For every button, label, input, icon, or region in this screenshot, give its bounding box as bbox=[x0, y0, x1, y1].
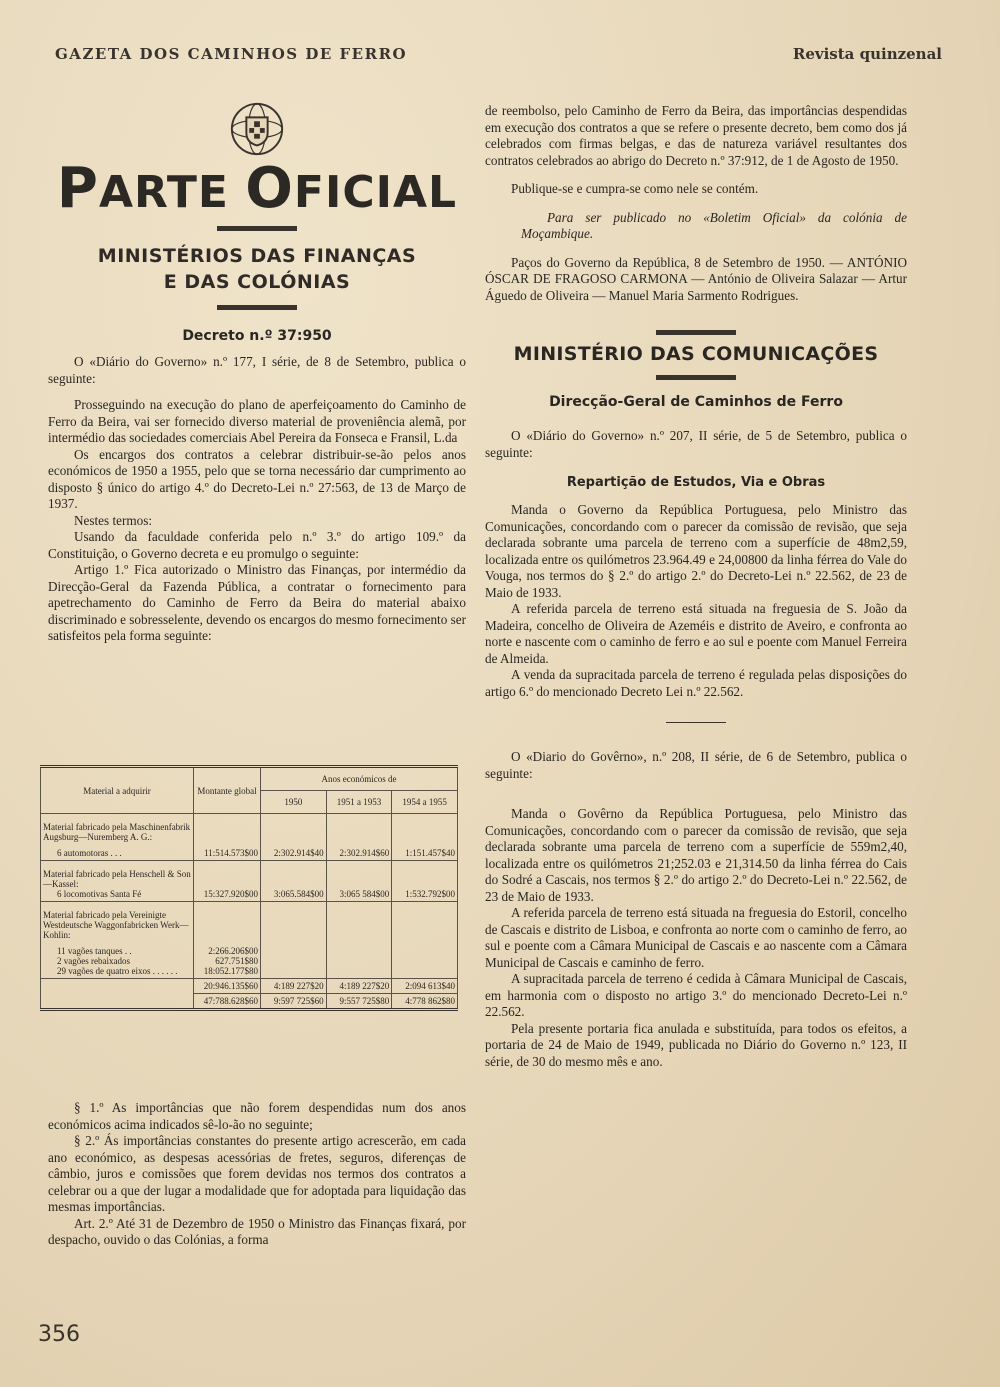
table-cell: Material fabricado pela Vereinigte Westdeutsche Waggonfabricken Werk—Kohlin: bbox=[43, 910, 189, 940]
table-cell: 6 locomotivas Santa Fé bbox=[57, 889, 142, 899]
table-cell: 11:514.573$00 bbox=[194, 814, 261, 861]
divider bbox=[666, 722, 726, 723]
paragraph: A referida parcela de terreno está situada na freguesia do Estoril, concelho de Cascais e distrito de Lisboa, e confronta ao norte com o caminho de ferro, ao sul e poente com a Câmara Municipal de Cascais e ao nascente com a Câmara Municipal de Cascais e caminho de ferro. bbox=[485, 905, 907, 970]
paragraph: Nestes termos: bbox=[74, 512, 153, 528]
signature-paragraph: Paços do Governo da República, 8 de Setembro de 1950. — ANTÓNIO ÓSCAR DE FRAGOSO CARMONA — António de Oliveira Salazar — Artur Águedo de Oliveira — Manuel Maria Sarmento Rodrigues. bbox=[485, 254, 907, 303]
paragraph: A referida parcela de terreno está situada na freguesia de S. João da Madeira, concelho de Oliveira de Azeméis e distrito de Aveiro, e confronta ao norte e nascente com o caminho de ferro e ao sul e poente com Manuel Ferreira de Almeida. bbox=[485, 601, 907, 666]
paragraph: O «Diario do Govêrno», n.º 208, II série, de 6 de Setembro, publica o seguinte: bbox=[485, 749, 907, 781]
table-header: 1951 a 1953 bbox=[326, 791, 392, 814]
ministry-heading: MINISTÉRIOS DAS FINANÇAS E DAS COLÓNIAS bbox=[97, 245, 417, 293]
table-row bbox=[41, 994, 458, 1010]
table-cell: 47:788.628$60 bbox=[194, 994, 261, 1010]
left-column bbox=[48, 100, 466, 645]
paragraph: Os encargos dos contratos a celebrar distribuir-se-ão pelos anos económicos de 1950 a 1955, pelo que se torna necessário dar cumprimento ao disposto § único do artigo 4.º do Decreto-Lei n.º 27:563, de 13 de Março de 1937. bbox=[48, 446, 466, 511]
table-cell: 11 vagões tanques . . bbox=[57, 946, 132, 956]
paragraph: Prosseguindo na execução do plano de aperfeiçoamento do Caminho de Ferro da Beira, vai ser fornecido diverso material de proveniência alemã, por intermédio das sociedades comerciais Abel Pereira da Fonseca e Fransil, L.da bbox=[48, 397, 466, 445]
table-row bbox=[41, 861, 458, 902]
italic-note: Para ser publicado no «Boletim Oficial» da colónia de Moçambique. bbox=[521, 209, 907, 241]
paragraph: O «Diário do Governo» n.º 207, II série, de 5 de Setembro, publica o seguinte: bbox=[485, 428, 907, 460]
paragraph: Artigo 1.º Fica autorizado o Ministro das Finanças, por intermédio da Direcção-Geral da Fazenda Pública, a contratar o fornecimento para apetrechamento do Caminho de Ferro da Beira do material abaixo discriminado e sobresselente, devendo os encargos do mesmo fornecimento ser satisfeitos pela forma seguinte: bbox=[48, 562, 466, 643]
table-cell: 1:532.792$00 bbox=[392, 861, 458, 902]
coat-of-arms-icon bbox=[228, 100, 286, 158]
table-cell: 9:557 725$80 bbox=[326, 994, 392, 1010]
table-cell: 1:151.457$40 bbox=[392, 814, 458, 861]
table-header: 1950 bbox=[261, 791, 327, 814]
paragraph: § 1.º As importâncias que não forem despendidas num dos anos económicos acima indicados sê-lo-ão no seguinte; bbox=[48, 1100, 466, 1132]
table-cell: 4:778 862$80 bbox=[392, 994, 458, 1010]
table-cell: 3:065.584$00 bbox=[261, 861, 327, 902]
table-cell: 2:302.914$60 bbox=[326, 814, 392, 861]
ministry-heading: MINISTÉRIO DAS COMUNICAÇÕES bbox=[513, 343, 879, 365]
table-cell: 3:065 584$00 bbox=[326, 861, 392, 902]
paragraph: A venda da supracitada parcela de terreno é regulada pelas disposições do artigo 6.º do mencionado Decreto Lei n.º 22.562. bbox=[485, 667, 907, 699]
table-cell: 2:094 613$40 bbox=[392, 979, 458, 994]
table-row bbox=[41, 979, 458, 994]
table-cell: 6 automotoras . . . bbox=[57, 848, 122, 858]
table-cell: 20:946.135$60 bbox=[194, 979, 261, 994]
divider bbox=[656, 330, 736, 335]
paragraph: de reembolso, pelo Caminho de Ferro da Beira, das importâncias despendidas em execução dos contratos a que se refere o presente decreto, bem como dos já celebrados com firmas belgas, e das de natureza variável resultantes dos contratos celebrados ao abrigo do Decreto n.º 37:912, de 1 de Agosto de 1950. bbox=[485, 103, 907, 168]
table-cell: 18:052.177$80 bbox=[203, 966, 258, 976]
divider bbox=[217, 226, 297, 231]
page-title: PARTE OFICIAL bbox=[56, 156, 458, 221]
paragraph: O «Diário do Governo» n.º 177, I série, de 8 de Setembro, publica o seguinte: bbox=[48, 354, 466, 386]
page-number: 356 bbox=[38, 1322, 80, 1347]
table-header: Anos económicos de bbox=[261, 767, 458, 791]
table-cell: Material fabricado pela Maschinenfabrik Augsburg—Nuremberg A. G.: bbox=[43, 822, 191, 842]
decree-heading: Decreto n.º 37:950 bbox=[182, 328, 332, 344]
table-cell: 15:327.920$00 bbox=[194, 861, 261, 902]
table-header: Montante global bbox=[194, 767, 261, 814]
table-cell: 627.751$80 bbox=[215, 956, 258, 966]
table-header: Material a adquirir bbox=[41, 767, 194, 814]
table-cell: 2:302.914$40 bbox=[261, 814, 327, 861]
left-column-continued bbox=[48, 1100, 466, 1249]
table-cell: 4:189 227$20 bbox=[261, 979, 327, 994]
table-cell: 29 vagões de quatro eixos . . . . . . bbox=[57, 966, 178, 976]
paragraph: Art. 2.º Até 31 de Dezembro de 1950 o Ministro das Finanças fixará, por despacho, ouvido o das Colónias, a forma bbox=[48, 1215, 466, 1247]
paragraph: Usando da faculdade conferida pelo n.º 3.º do artigo 109.º da Constituição, o Governo decreta e eu promulgo o seguinte: bbox=[48, 529, 466, 561]
table-header: 1954 a 1955 bbox=[392, 791, 458, 814]
journal-title: GAZETA DOS CAMINHOS DE FERRO bbox=[55, 45, 408, 63]
direction-heading: Direcção-Geral de Caminhos de Ferro bbox=[549, 394, 843, 410]
materials-table bbox=[40, 765, 458, 1011]
divider bbox=[217, 305, 297, 310]
table-cell: 2 vagões rebaixados bbox=[57, 956, 130, 966]
paragraph: § 2.º Ás importâncias constantes do presente artigo acrescerão, em cada ano económico, as despesas acessórias de fretes, seguros, diferenças de câmbio, juros e comissões que forem devidas nos termos dos contratos a celebrar ou a que der lugar a modalidade que for adoptada para liquidação das mesmas importâncias. bbox=[48, 1133, 466, 1214]
journal-subtitle: Revista quinzenal bbox=[792, 45, 942, 63]
table-row bbox=[41, 902, 458, 979]
table-cell: 9:597 725$60 bbox=[261, 994, 327, 1010]
table-cell: 2:266.206$00 bbox=[208, 946, 258, 956]
divider bbox=[656, 375, 736, 380]
table-cell: 4:189 227$20 bbox=[326, 979, 392, 994]
paragraph: Publique-se e cumpra-se como nele se contém. bbox=[511, 181, 759, 196]
paragraph: Manda o Governo da República Portuguesa, pelo Ministro das Comunicações, concordando com o parecer da comissão de revisão, que seja declarada sobrante uma parcela de terreno com a superfície de 48m2,59, localizada entre os quilómetros 23.964.49 e 24,00800 da linha férrea do Vale do Vouga, nos termos do § 2.º do artigo 2.º do Decreto-Lei n.º 22.562, de 23 de Maio de 1933. bbox=[485, 502, 907, 600]
table-cell: Material fabricado pela Henschell & Son—Kassel: bbox=[43, 869, 191, 889]
paragraph: Manda o Govêrno da República Portuguesa, pelo Ministro das Comunicações, concordando com o parecer da comissão de revisão, que seja declarada sobrante uma parcela de terreno com a superfície de 559m2,40, localizada entre os quilómetros 21;252.03 e 21,314.50 da linha férrea do Cais do Sodré a Cascais, nos termos § 2.º do artigo 2.º do Decreto-Lei n.º 22.562, de 23 de Maio de 1933. bbox=[485, 806, 907, 904]
right-column bbox=[485, 103, 907, 1070]
table-row bbox=[41, 814, 458, 861]
paragraph: Pela presente portaria fica anulada e substituída, para todos os efeitos, a portaria de 24 de Maio de 1949, publicada no Diário do Governo n.º 123, II série, de 30 do mesmo mês e ano. bbox=[485, 1020, 907, 1069]
paragraph: A supracitada parcela de terreno é cedida à Câmara Municipal de Cascais, em harmonia com o disposto no artigo 3.º do mencionado Decreto-Lei n.º 22.562. bbox=[485, 971, 907, 1019]
department-heading: Repartição de Estudos, Via e Obras bbox=[566, 475, 826, 490]
